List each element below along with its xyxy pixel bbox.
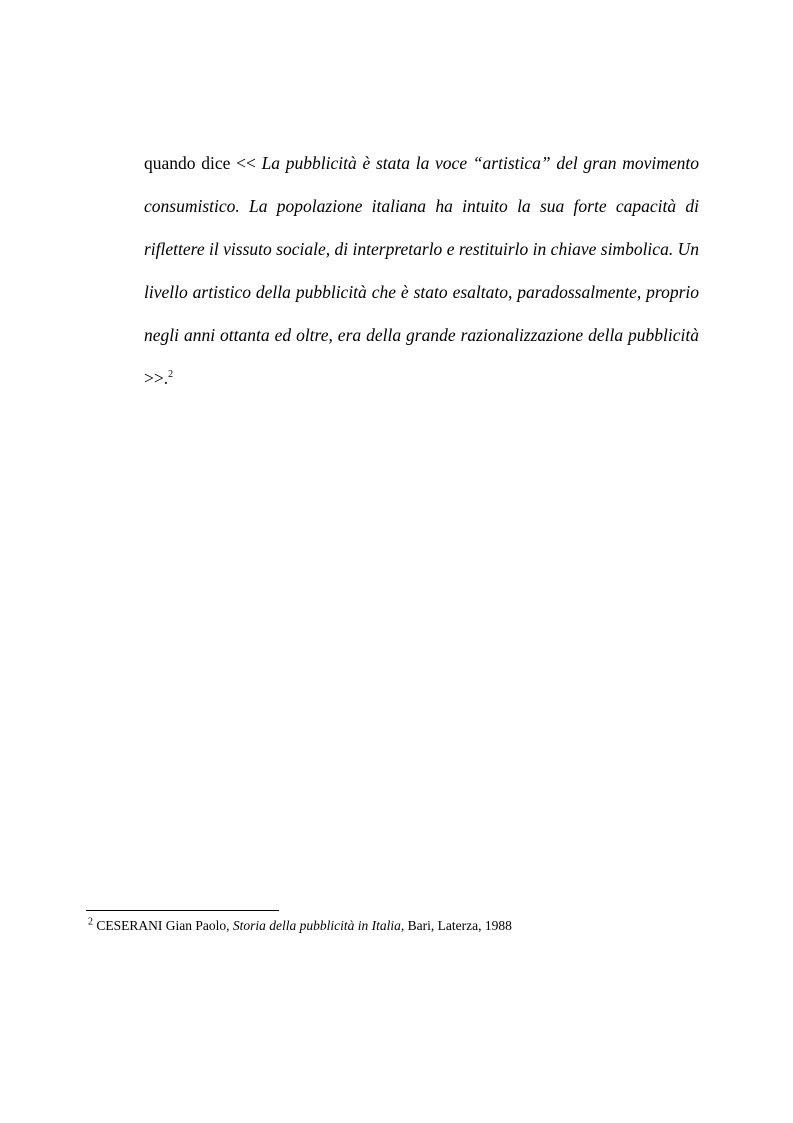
paragraph-quote: La pubblicità è stata la voce “artistica” del gran movimento consumistico. La popolazione italiana ha intuito la sua forte capacità di riflettere il vissuto sociale, di interpretarlo e restituirlo in chiave simbolica. Un livello artistico della pubblicità che è stato esaltato, paradossalmente, proprio negli anni ottanta ed oltre, era della grande razionalizzazione della pubblicità: [144, 153, 699, 345]
body-paragraph: [144, 142, 699, 400]
footnote-details: , Bari, Laterza, 1988: [400, 918, 512, 933]
paragraph-close: >>.: [144, 368, 169, 388]
paragraph-lead: quando dice <<: [144, 153, 262, 173]
footnote-reference: 2: [168, 369, 174, 381]
footnote-divider: [86, 910, 279, 911]
footnote-title: Storia della pubblicità in Italia: [232, 918, 401, 933]
footnote-author: CESERANI Gian Paolo,: [93, 918, 233, 933]
footnote-number: 2: [88, 916, 93, 928]
footnote: [88, 916, 728, 936]
